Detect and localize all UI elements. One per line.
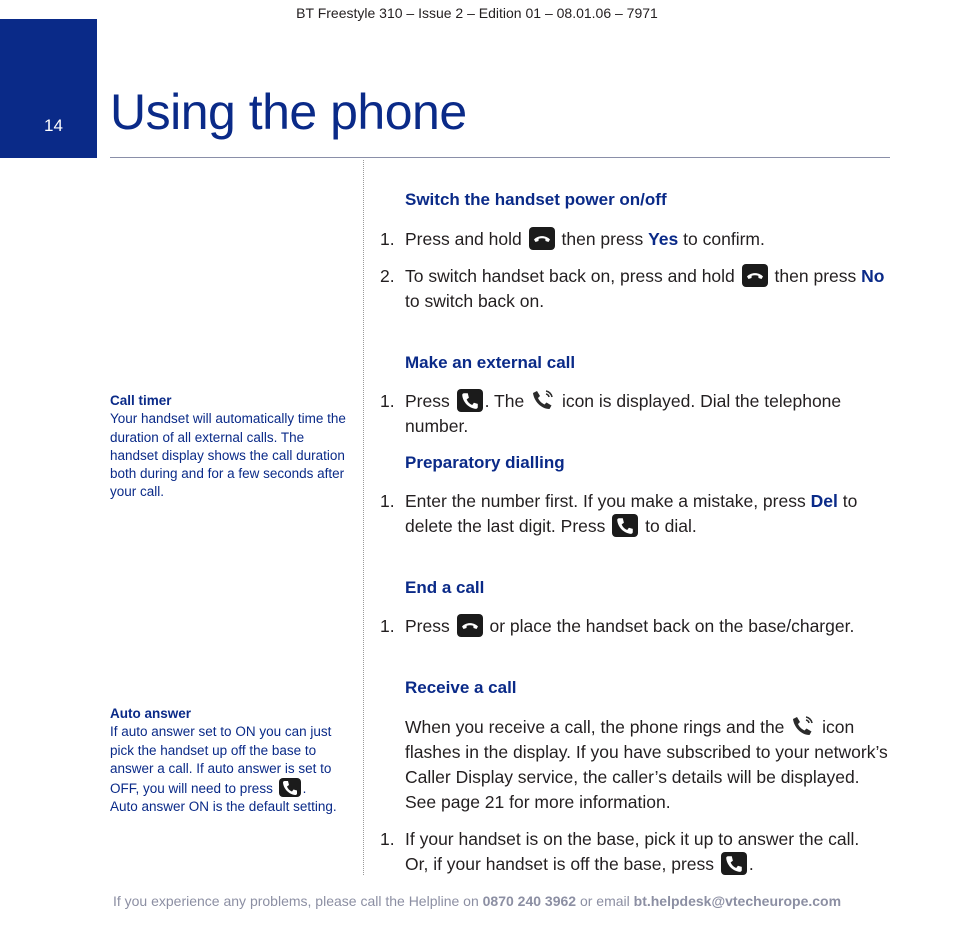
item-text: then press	[561, 229, 644, 249]
item-text: Or, if your handset is off the base, press	[405, 854, 715, 874]
item-text: icon is displayed. Dial the telephone number.	[405, 391, 842, 436]
item-text: or place the handset back on the base/charger.	[489, 616, 855, 636]
end-key-icon	[457, 614, 483, 637]
footer-text: or email	[579, 893, 630, 909]
item-text: Enter the number first. If you make a mistake, press	[405, 491, 806, 511]
helpline-number: 0870 240 3962	[482, 893, 577, 909]
para-text: See page 21 for more information.	[405, 792, 671, 812]
item-text: Press and hold	[405, 229, 522, 249]
column-divider	[363, 160, 364, 875]
item-text: to switch back on.	[405, 291, 545, 311]
power-item-2	[380, 264, 900, 314]
call-timer-body: Your handset will automatically time the duration of all external calls. The handset display shows the call duration both during and for a few seconds after your call.	[110, 411, 346, 500]
end-item-1	[380, 614, 900, 639]
helpdesk-email: bt.helpdesk@vtecheurope.com	[633, 893, 842, 909]
auto-answer-body-end: .	[302, 781, 307, 797]
talk-key-icon	[612, 514, 638, 537]
para-text: When you receive a call, the phone rings and the	[405, 717, 785, 737]
running-head: BT Freestyle 310 – Issue 2 – Edition 01 – 08.01.06 – 7971	[296, 5, 658, 21]
page-number-tab	[0, 19, 97, 158]
end-key-icon	[742, 264, 768, 287]
receive-heading: Receive a call	[405, 678, 517, 697]
auto-answer-body	[110, 723, 355, 816]
item-number: 1.	[380, 229, 395, 249]
preparatory-heading: Preparatory dialling	[405, 453, 565, 472]
item-text: .	[748, 854, 754, 874]
item-text: Press	[405, 391, 450, 411]
auto-answer-body-line2: Auto answer ON is the default setting.	[110, 799, 337, 815]
talk-key-icon	[721, 852, 747, 875]
item-number: 1.	[380, 491, 395, 511]
talk-key-icon	[279, 778, 301, 797]
item-text: to confirm.	[683, 229, 765, 249]
call-timer-note	[110, 392, 355, 502]
softkey-yes: Yes	[648, 229, 679, 249]
auto-answer-title: Auto answer	[110, 706, 192, 721]
item-text: . The	[484, 391, 525, 411]
auto-answer-note	[110, 705, 355, 817]
footer-text: If you experience any problems, please call the Helpline on	[112, 893, 479, 909]
title-rule	[110, 157, 890, 158]
receive-paragraph	[405, 715, 900, 815]
end-heading: End a call	[405, 578, 485, 597]
softkey-del: Del	[810, 491, 838, 511]
external-heading: Make an external call	[405, 353, 576, 372]
talk-key-icon	[457, 389, 483, 412]
page-title: Using the phone	[110, 84, 467, 140]
footer-helpline	[0, 893, 954, 909]
page-number: 14	[44, 116, 63, 135]
item-text: to dial.	[645, 516, 697, 536]
preparatory-item-1	[380, 489, 900, 539]
softkey-no: No	[861, 266, 885, 286]
handset-display-icon	[790, 715, 816, 737]
para-text: icon flashes in the display. If you have subscribed to your network’s Caller Display service, the caller’s details will be displayed.	[405, 717, 888, 787]
item-text: To switch handset back on, press and hold	[405, 266, 735, 286]
receive-item-1	[380, 827, 900, 877]
call-timer-title: Call timer	[110, 393, 172, 408]
end-key-icon	[529, 227, 555, 250]
item-text: Press	[405, 616, 450, 636]
item-number: 1.	[380, 616, 395, 636]
item-number: 1.	[380, 829, 395, 849]
power-item-1	[380, 227, 900, 252]
auto-answer-body-text: If auto answer set to ON you can just pick the handset up off the base to answer a call. If auto answer is set to OFF, you will need to press	[110, 724, 332, 797]
power-heading: Switch the handset power on/off	[405, 190, 667, 209]
item-text: to delete the last digit. Press	[405, 491, 858, 536]
item-number: 2.	[380, 266, 395, 286]
external-item-1	[380, 389, 900, 439]
item-text: If your handset is on the base, pick it up to answer the call.	[405, 829, 860, 849]
item-text: then press	[774, 266, 857, 286]
handset-display-icon	[530, 389, 556, 411]
item-number: 1.	[380, 391, 395, 411]
